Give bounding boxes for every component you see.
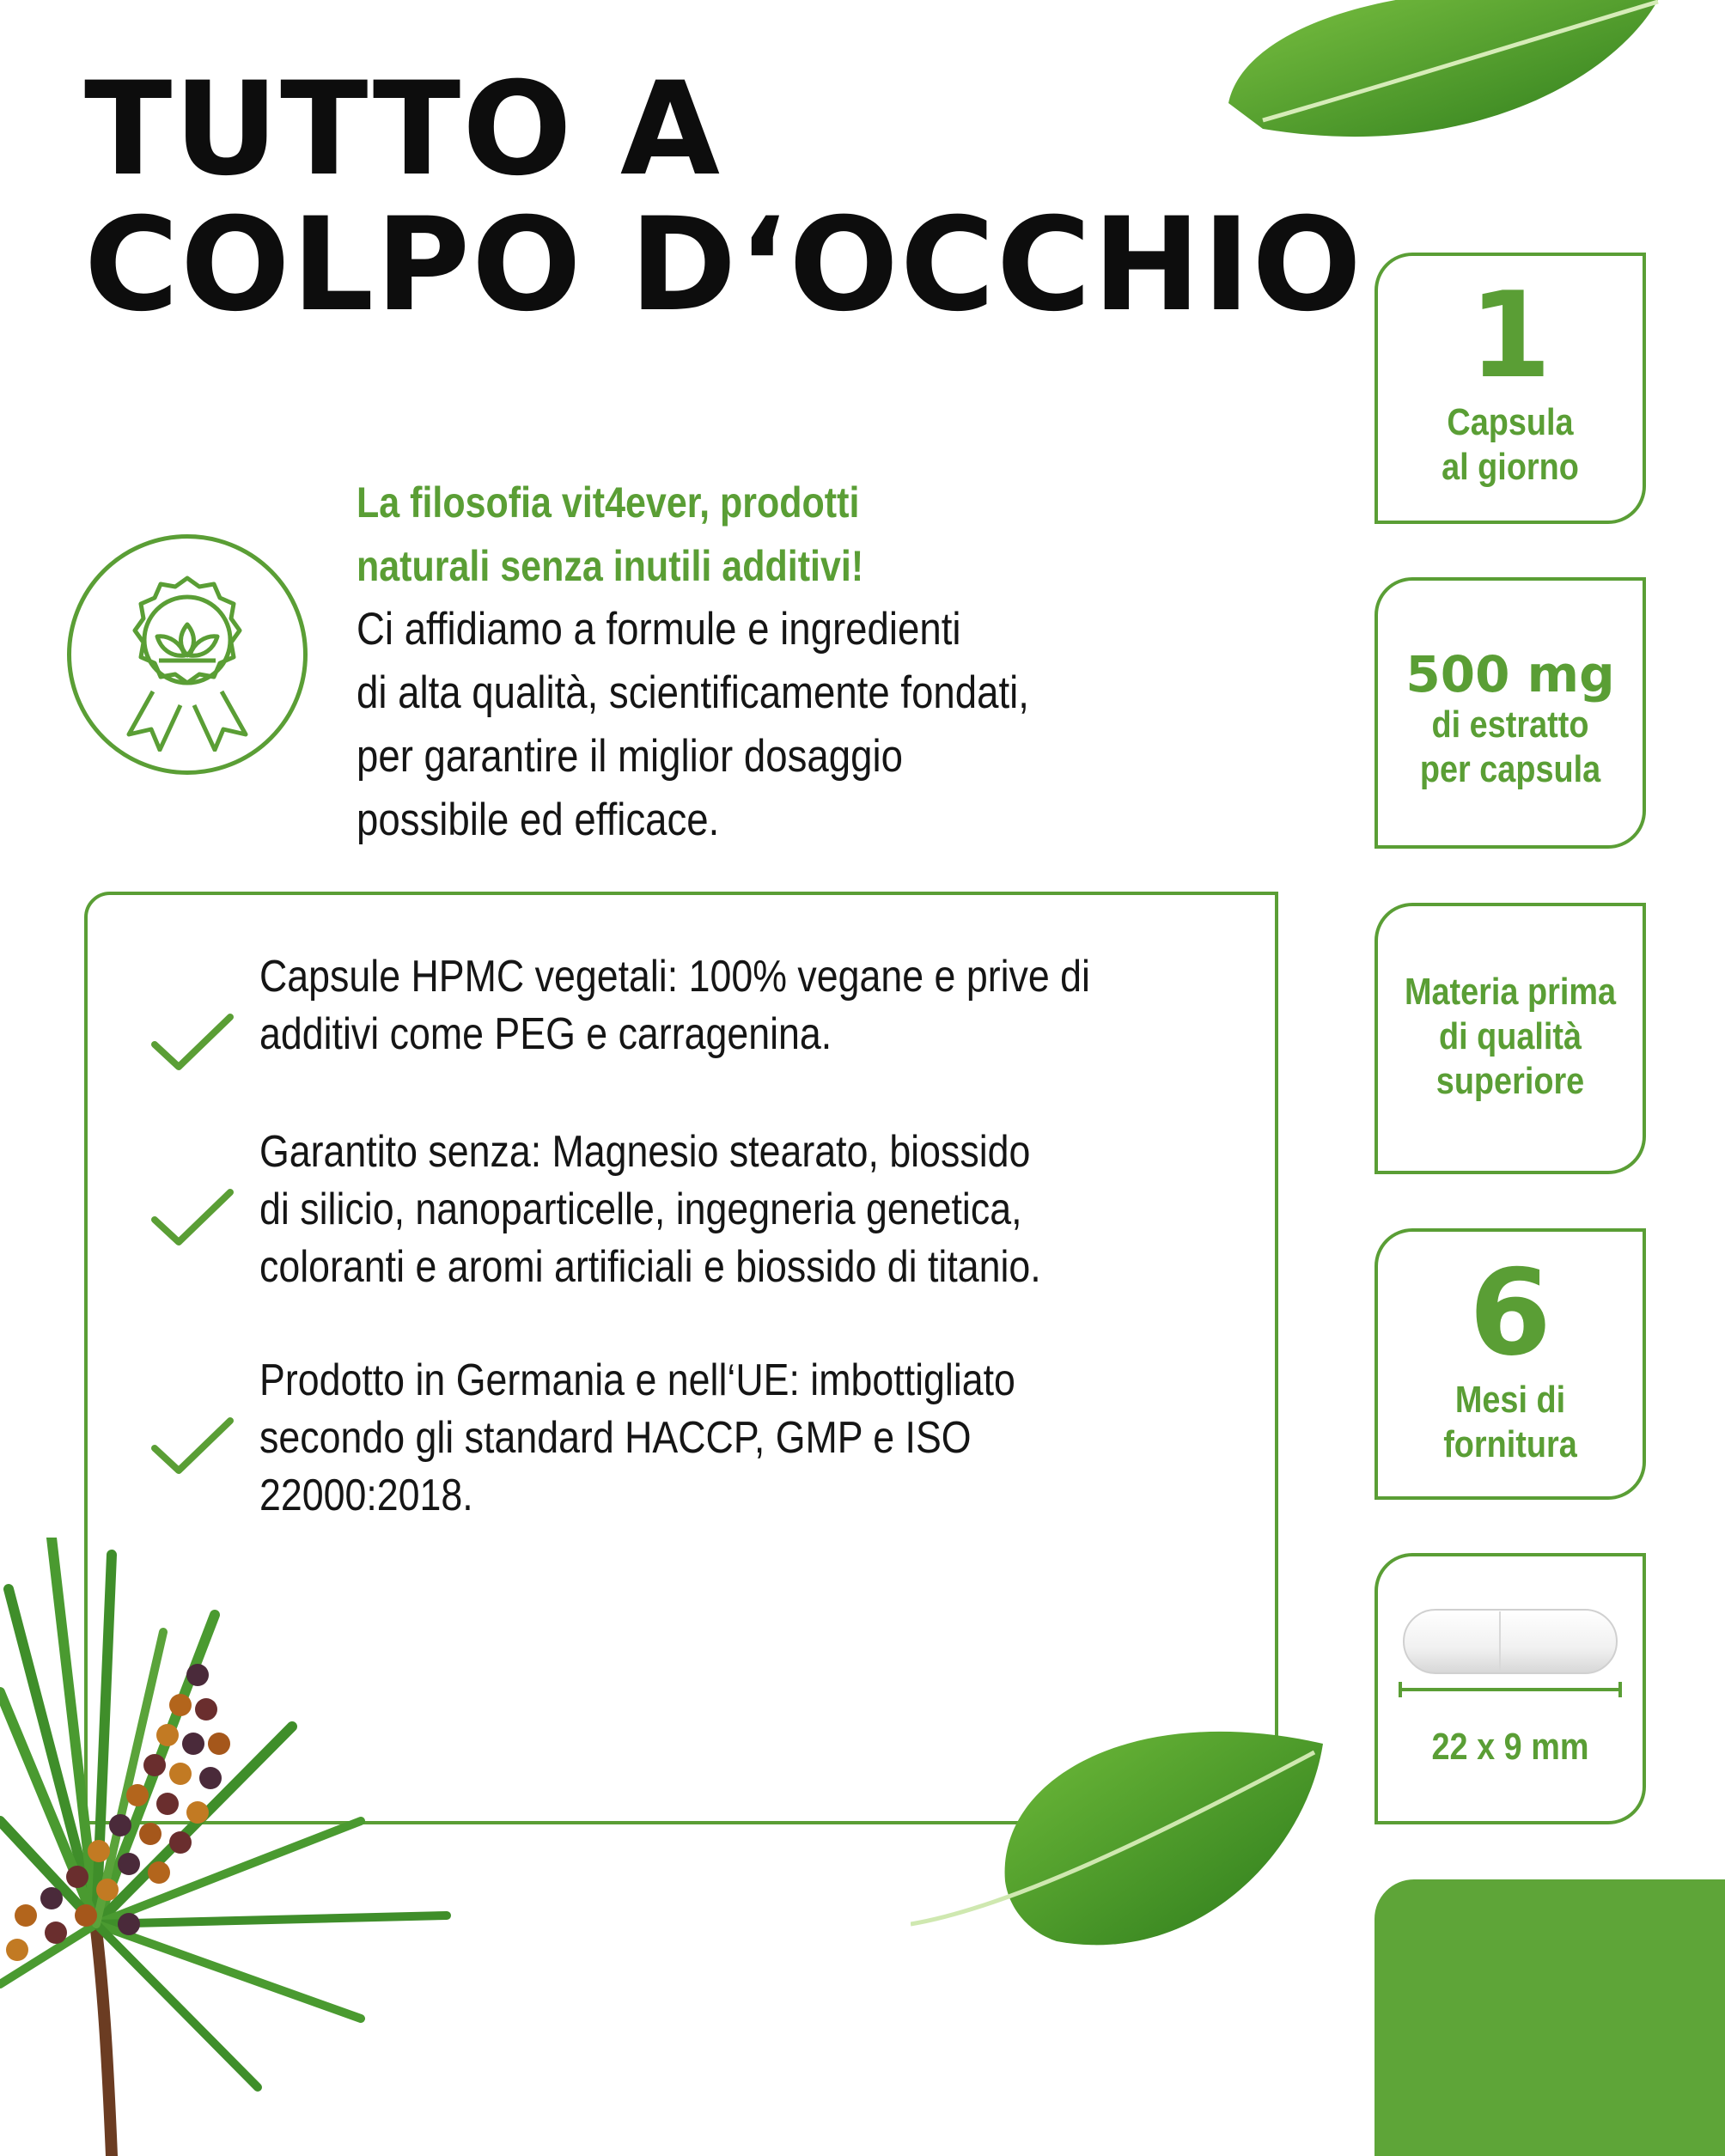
intro-headline-line-1: La filosofia vit4ever, prodotti (357, 478, 860, 527)
stat-card-quality (1375, 903, 1646, 1174)
stat-value: 6 (1468, 1244, 1552, 1382)
leaf-bottom (911, 1709, 1332, 1967)
feature-text: Capsule HPMC vegetali: 100% vegane e prive di additivi come PEG e carragenina. (259, 952, 1090, 1059)
stat-label: Materia prima di qualità superiore (1404, 971, 1617, 1102)
green-corner-block (1375, 1879, 1725, 2156)
title-line-1: TUTTO A (84, 55, 722, 204)
check-icon (149, 1010, 235, 1079)
stat-card-extract (1375, 577, 1646, 849)
stat-value: 1 (1468, 266, 1552, 405)
quality-badge (67, 534, 308, 775)
stat-card-supply (1375, 1228, 1646, 1500)
stat-card-daily-dose (1375, 253, 1646, 524)
intro-body: Ci affidiamo a formule e ingredienti di alta qualità, scientificamente fondati, per garantire il miglior dosaggio possibile ed efficace. (357, 604, 1029, 845)
award-rosette-icon (106, 571, 269, 752)
check-icon (149, 1414, 235, 1483)
intro-headline-line-2: naturali senza inutili additivi! (357, 542, 864, 590)
stat-label: 22 x 9 mm (1431, 1726, 1589, 1768)
page-title (84, 55, 1363, 340)
check-icon (149, 1185, 235, 1254)
feature-text: Prodotto in Germania e nell‘UE: imbottigliato secondo gli standard HACCP, GMP e ISO 22000:2018. (259, 1355, 1015, 1520)
stat-card-size (1375, 1553, 1646, 1824)
stat-label: Capsula al giorno (1442, 401, 1579, 488)
stat-label: Mesi di fornitura (1443, 1379, 1577, 1465)
feature-text: Garantito senza: Magnesio stearato, biossido di silicio, nanoparticelle, ingegneria genetica, coloranti e aromi artificiali e biossido di titanio. (259, 1127, 1041, 1292)
palm-berries-icon (0, 1538, 481, 2156)
title-line-2: COLPO D‘OCCHIO (84, 191, 1363, 340)
stat-value: 500 mg (1405, 645, 1615, 703)
capsule-icon (1397, 1605, 1624, 1699)
intro-section (357, 471, 1216, 852)
stat-label: di estratto per capsula (1419, 703, 1601, 790)
